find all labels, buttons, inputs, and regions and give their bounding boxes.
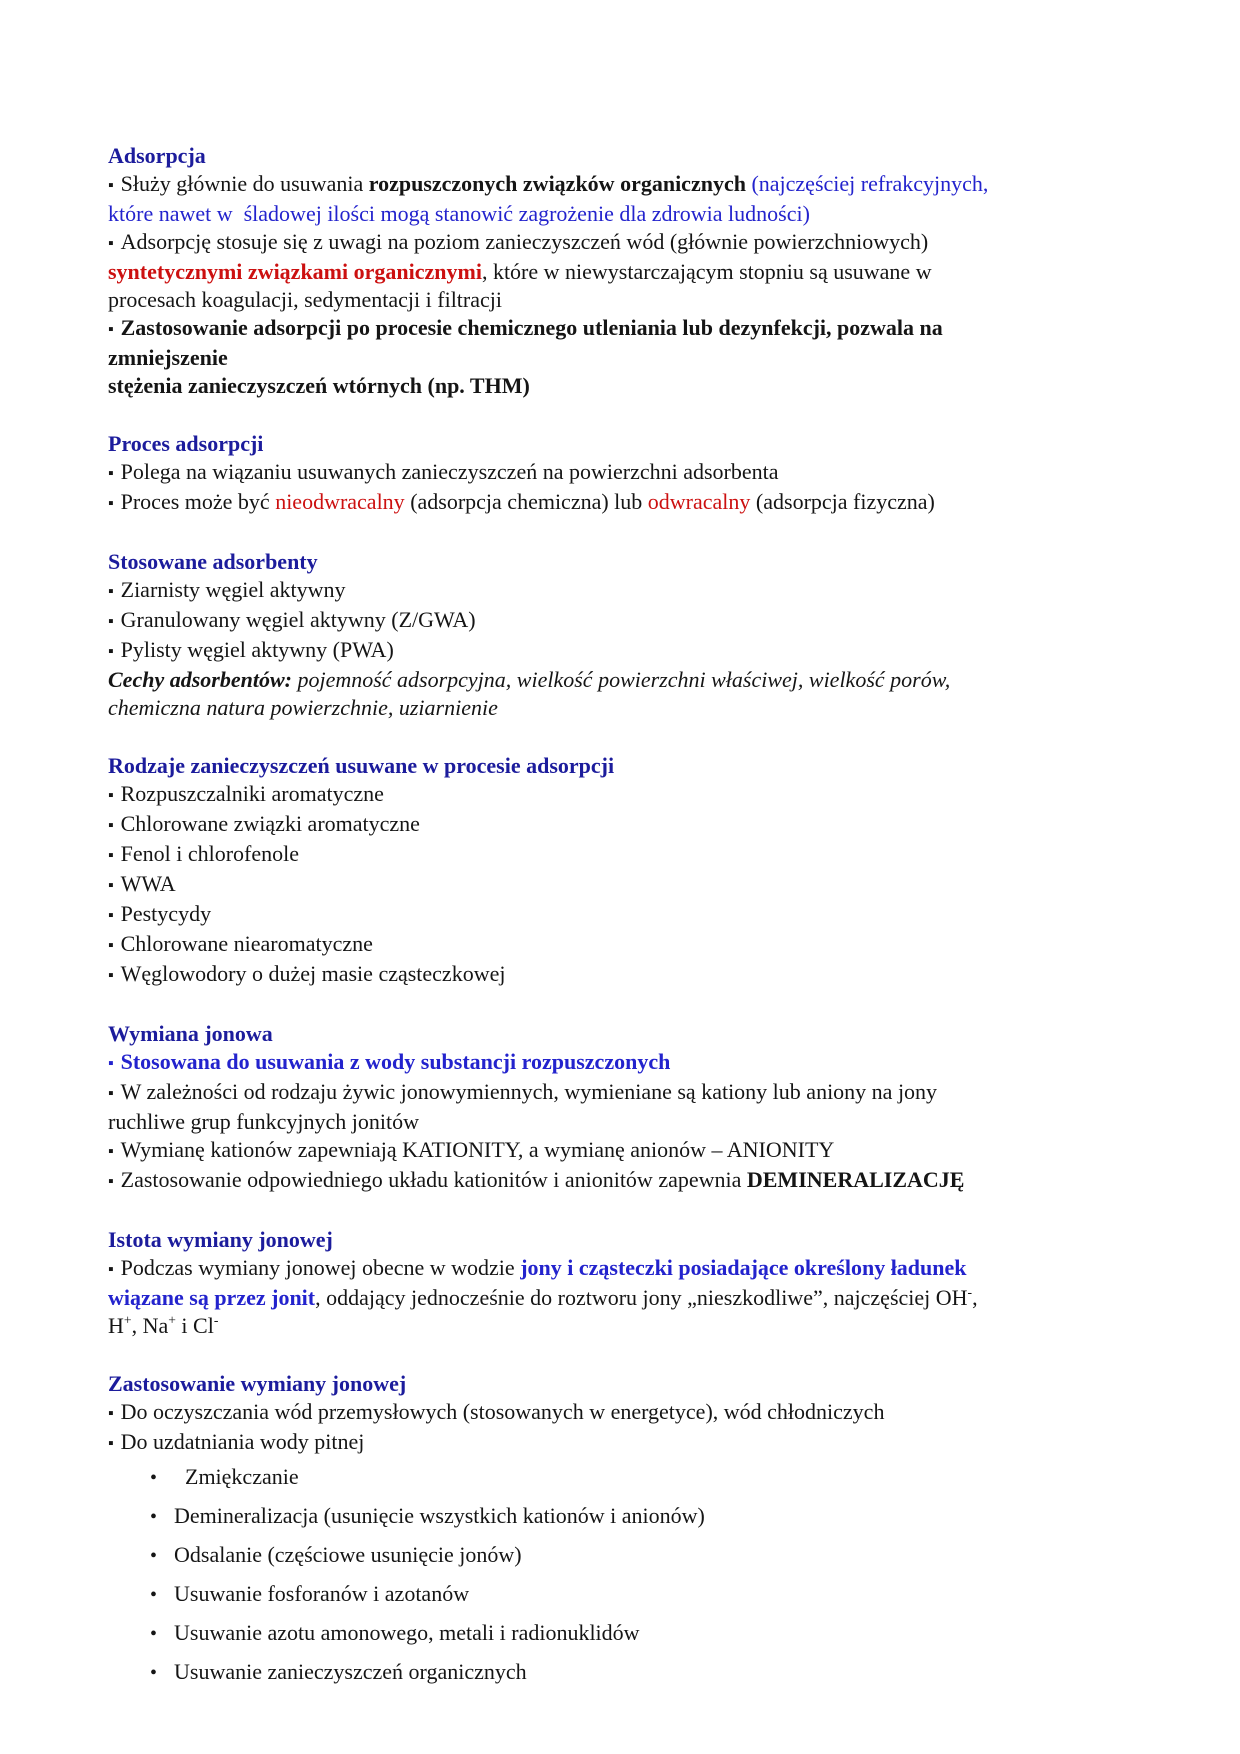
square-bullet-icon: ▪ xyxy=(108,1055,114,1072)
text-segment: Adsorpcję stosuje się z uwagi na poziom zanieczyszczeń wód (głównie powierzchniowych) xyxy=(120,229,929,254)
text-segment: , xyxy=(972,1285,978,1310)
bullet-line xyxy=(108,576,1200,606)
section-zastosowanie-wymiany-jonowej xyxy=(108,1370,1200,1692)
text-segment: Zmiękczanie xyxy=(174,1464,299,1489)
bullet-line xyxy=(108,840,1200,870)
sub-list-item xyxy=(108,1497,1200,1536)
bullet-line xyxy=(108,900,1200,930)
section-heading: Zastosowanie wymiany jonowej xyxy=(108,1371,407,1396)
text-segment: Chlorowane niearomatyczne xyxy=(120,931,373,956)
text-segment: Zastosowanie odpowiedniego układu kationitów i anionitów zapewnia xyxy=(120,1167,747,1192)
text-segment: Cechy adsorbentów: xyxy=(108,667,292,692)
text-segment: Proces może być xyxy=(120,489,276,514)
section-heading: Stosowane adsorbenty xyxy=(108,549,318,574)
text-segment: syntetycznymi związkami organicznymi xyxy=(108,259,482,284)
text-segment: H xyxy=(108,1313,124,1338)
text-segment: W zależności od rodzaju żywic jonowymiennych, wymieniane są kationy lub aniony na jony xyxy=(120,1079,938,1104)
text-segment: Wymianę kationów zapewniają KATIONITY, a wymianę anionów – ANIONITY xyxy=(120,1137,835,1162)
text-line xyxy=(108,1284,1200,1312)
square-bullet-icon: ▪ xyxy=(108,1261,114,1278)
bullet-line xyxy=(108,488,1200,518)
section-rodzaje-zanieczyszczen xyxy=(108,752,1200,990)
text-segment: Węglowodory o dużej masie cząsteczkowej xyxy=(120,961,506,986)
text-segment: pojemność adsorpcyjna, wielkość powierzchni właściwej, wielkość porów, xyxy=(291,667,951,692)
text-segment: Ziarnisty węgiel aktywny xyxy=(120,577,346,602)
round-bullet-icon: • xyxy=(150,1662,157,1684)
text-segment: zmniejszenie xyxy=(108,345,228,370)
bullet-line xyxy=(108,1428,1200,1458)
bullet-line xyxy=(108,960,1200,990)
text-segment: DEMINERALIZACJĘ xyxy=(746,1167,965,1192)
bullet-line xyxy=(108,1078,1200,1108)
section-stosowane-adsorbenty xyxy=(108,548,1200,722)
square-bullet-icon: ▪ xyxy=(108,1085,114,1102)
round-bullet-icon: • xyxy=(150,1467,157,1489)
sub-list-item xyxy=(108,1614,1200,1653)
text-segment: (najczęściej refrakcyjnych, xyxy=(751,171,989,196)
text-segment: Służy głównie do usuwania xyxy=(120,171,369,196)
text-segment: Zastosowanie adsorpcji po procesie chemicznego utleniania lub dezynfekcji, pozwala na xyxy=(120,315,943,340)
bullet-line xyxy=(108,636,1200,666)
text-segment: stężenia zanieczyszczeń wtórnych (np. THM) xyxy=(108,373,530,398)
text-line xyxy=(108,372,1200,400)
bullet-line xyxy=(108,1166,1200,1196)
text-segment: rozpuszczonych związków organicznych xyxy=(368,171,746,196)
round-bullet-icon: • xyxy=(150,1584,157,1606)
bullet-line xyxy=(108,458,1200,488)
square-bullet-icon: ▪ xyxy=(108,787,114,804)
square-bullet-icon: ▪ xyxy=(108,817,114,834)
text-segment: + xyxy=(123,1312,132,1328)
text-line xyxy=(108,1108,1200,1136)
square-bullet-icon: ▪ xyxy=(108,967,114,984)
section-heading: Wymiana jonowa xyxy=(108,1021,273,1046)
text-segment: Usuwanie fosforanów i azotanów xyxy=(174,1581,470,1606)
bullet-line xyxy=(108,606,1200,636)
text-line xyxy=(108,344,1200,372)
square-bullet-icon: ▪ xyxy=(108,235,114,252)
text-segment: , Na xyxy=(131,1313,169,1338)
round-bullet-icon: • xyxy=(150,1506,157,1528)
text-segment: wiązane są przez jonit xyxy=(108,1285,316,1310)
text-segment: chemiczna natura powierzchnie, uziarnienie xyxy=(108,695,498,720)
text-segment: + xyxy=(168,1312,176,1328)
text-segment: (adsorpcja fizyczna) xyxy=(750,489,935,514)
square-bullet-icon: ▪ xyxy=(108,907,114,924)
section-heading: Adsorpcja xyxy=(108,143,206,168)
square-bullet-icon: ▪ xyxy=(108,1143,114,1160)
bullet-line xyxy=(108,1254,1200,1284)
bullet-line xyxy=(108,780,1200,810)
text-segment: , oddający jednocześnie do roztworu jony „nieszkodliwe”, najczęściej OH xyxy=(315,1285,968,1310)
text-line xyxy=(108,258,1200,286)
bullet-line xyxy=(108,228,1200,258)
bullet-line xyxy=(108,314,1200,344)
bullet-line xyxy=(108,170,1200,200)
text-segment: Pestycydy xyxy=(120,901,212,926)
section-heading: Rodzaje zanieczyszczeń usuwane w procesie adsorpcji xyxy=(108,753,615,778)
section-adsorpcja xyxy=(108,142,1200,400)
text-segment: Stosowana do usuwania z wody substancji rozpuszczonych xyxy=(120,1049,671,1074)
square-bullet-icon: ▪ xyxy=(108,465,114,482)
text-line xyxy=(108,1312,1200,1340)
text-segment: i Cl xyxy=(175,1313,214,1338)
text-segment: Demineralizacja (usunięcie wszystkich kationów i anionów) xyxy=(174,1503,705,1528)
section-heading: Istota wymiany jonowej xyxy=(108,1227,333,1252)
bullet-line xyxy=(108,1048,1200,1078)
square-bullet-icon: ▪ xyxy=(108,937,114,954)
text-segment: odwracalny xyxy=(647,489,751,514)
square-bullet-icon: ▪ xyxy=(108,613,114,630)
sub-list-item xyxy=(108,1536,1200,1575)
text-line xyxy=(108,666,1200,694)
square-bullet-icon: ▪ xyxy=(108,1405,114,1422)
square-bullet-icon: ▪ xyxy=(108,1435,114,1452)
square-bullet-icon: ▪ xyxy=(108,495,114,512)
text-line xyxy=(108,286,1200,314)
text-segment: (adsorpcja chemiczna) lub xyxy=(404,489,648,514)
text-segment: Granulowany węgiel aktywny (Z/GWA) xyxy=(120,607,476,632)
square-bullet-icon: ▪ xyxy=(108,1173,114,1190)
text-segment: - xyxy=(967,1284,973,1300)
bullet-line xyxy=(108,1398,1200,1428)
square-bullet-icon: ▪ xyxy=(108,847,114,864)
bullet-line xyxy=(108,870,1200,900)
bullet-line xyxy=(108,810,1200,840)
text-segment: nieodwracalny xyxy=(275,489,405,514)
text-segment: Do oczyszczania wód przemysłowych (stosowanych w energetyce), wód chłodniczych xyxy=(120,1399,885,1424)
square-bullet-icon: ▪ xyxy=(108,177,114,194)
text-segment: WWA xyxy=(120,871,176,896)
text-segment: jony i cząsteczki posiadające określony ładunek xyxy=(520,1255,967,1280)
round-bullet-icon: • xyxy=(150,1545,157,1567)
bullet-line xyxy=(108,930,1200,960)
text-segment: , które w niewystarczającym stopniu są usuwane w xyxy=(481,259,932,284)
square-bullet-icon: ▪ xyxy=(108,877,114,894)
sub-list-item xyxy=(108,1575,1200,1614)
text-segment: Fenol i chlorofenole xyxy=(120,841,300,866)
round-bullet-icon: • xyxy=(150,1623,157,1645)
text-segment: Pylisty węgiel aktywny (PWA) xyxy=(120,637,394,662)
text-segment: Polega na wiązaniu usuwanych zanieczyszczeń na powierzchni adsorbenta xyxy=(120,459,779,484)
text-segment: Usuwanie zanieczyszczeń organicznych xyxy=(174,1659,527,1684)
sub-list-item xyxy=(108,1653,1200,1692)
text-segment: procesach koagulacji, sedymentacji i filtracji xyxy=(108,287,503,312)
text-line xyxy=(108,694,1200,722)
text-line xyxy=(108,200,1200,228)
bullet-line xyxy=(108,1136,1200,1166)
section-wymiana-jonowa xyxy=(108,1020,1200,1196)
square-bullet-icon: ▪ xyxy=(108,321,114,338)
text-segment: Do uzdatniania wody pitnej xyxy=(120,1429,365,1454)
text-segment: - xyxy=(213,1312,219,1328)
text-segment: Podczas wymiany jonowej obecne w wodzie xyxy=(120,1255,521,1280)
square-bullet-icon: ▪ xyxy=(108,643,114,660)
section-proces-adsorpcji xyxy=(108,430,1200,518)
text-segment: Usuwanie azotu amonowego, metali i radionuklidów xyxy=(174,1620,640,1645)
square-bullet-icon: ▪ xyxy=(108,583,114,600)
text-segment: Chlorowane związki aromatyczne xyxy=(120,811,420,836)
text-segment: Rozpuszczalniki aromatyczne xyxy=(120,781,384,806)
text-segment: ruchliwe grup funkcyjnych jonitów xyxy=(108,1109,419,1134)
section-heading: Proces adsorpcji xyxy=(108,431,264,456)
sub-list-item xyxy=(108,1458,1200,1497)
text-segment: które nawet w śladowej ilości mogą stanowić zagrożenie dla zdrowia ludności) xyxy=(108,201,810,226)
text-segment: Odsalanie (częściowe usunięcie jonów) xyxy=(174,1542,522,1567)
section-istota-wymiany-jonowej xyxy=(108,1226,1200,1340)
